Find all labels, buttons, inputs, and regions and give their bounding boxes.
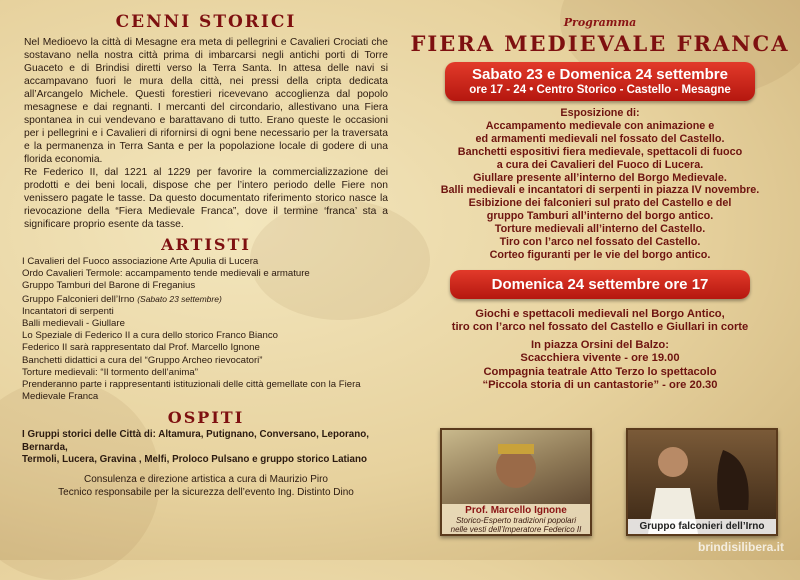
- photos-row: [410, 428, 790, 556]
- ospiti-list: [22, 429, 390, 467]
- watermark: brindisilibera.it: [697, 540, 784, 554]
- artisti-note: (Sabato 23 settembre): [137, 293, 222, 304]
- artisti-item: Torture medievali: “Il tormento dell’anima”: [22, 366, 198, 378]
- cenni-storici-text: [24, 36, 388, 231]
- artisti-item-text: Gruppo Falconieri dell’Irno: [22, 293, 135, 305]
- program-line: gruppo Tamburi all’interno del borgo antico.: [486, 210, 714, 223]
- artisti-item: Gruppo Tamburi del Barone di Freganius: [22, 280, 196, 292]
- program-line: Esposizione di:: [560, 107, 640, 119]
- photo-marcello-ignone: [440, 428, 592, 536]
- photo1-caption: [442, 504, 590, 534]
- program-line: Tiro con l’arco nel fossato del Castello.: [499, 236, 701, 249]
- credits: [18, 473, 394, 499]
- ospiti-line: Termoli, Lucera, Gravina , Melfi, Proloco Pulsano e gruppo storico Latiano: [22, 454, 367, 466]
- ospiti-line: I Gruppi storici delle Città di: Altamura, Putignano, Conversano, Leporano, Bernarda,: [22, 429, 369, 453]
- artisti-item: Prenderanno parte i rappresentanti istituzionali delle città gemellate con la Fiera: [22, 379, 361, 391]
- program-line: tiro con l’arco nel fossato del Castello e Giullari in corte: [451, 321, 749, 334]
- artisti-list: [22, 256, 390, 403]
- artisti-item: Federico II sarà rappresentato dal Prof. Marcello Ignone: [22, 342, 260, 354]
- program-line: Giochi e spettacoli medievali nel Borgo Antico,: [475, 307, 725, 320]
- program-line: Balli medievali e incantatori di serpenti in piazza IV novembre.: [440, 184, 760, 197]
- program-line: Corteo figuranti per le vie del borgo antico.: [489, 248, 711, 261]
- photo1-sub: Storico-Esperto tradizioni popolari: [455, 516, 577, 525]
- program-line: Accampamento medievale con animazione e: [485, 119, 715, 132]
- cenni-storici-heading: CENNI STORICI: [115, 12, 297, 32]
- photo1-name: Prof. Marcello Ignone: [465, 505, 567, 516]
- artisti-item: Balli medievali - Giullare: [22, 318, 125, 330]
- artisti-item: Medievale Franca: [22, 391, 99, 403]
- programma-label: Programma: [563, 16, 637, 29]
- program-line: Giullare presente all’interno del Borgo Medievale.: [473, 171, 727, 184]
- program-line: Banchetti espositivi fiera medievale, spettacoli di fuoco: [457, 145, 743, 158]
- artisti-item: Ordo Cavalieri Termole: accampamento tende medievali e armature: [22, 268, 310, 280]
- esposizione-program: [410, 107, 790, 262]
- cenni-paragraph: Re Federico II, dal 1221 al 1229 per favorire la commercializzazione dei prodotti e dei beni locali, dispose che per l’intero periodo delle Fiere non venissero pagate le tasse. Da questo documentato riferimento storico nasce la rievocazione della “Fiera Medievale Franca”, dove il termine ‘franca’ sta a significare proprio esente da tasse.: [24, 167, 388, 230]
- program-line: ed armamenti medievali nel fossato del Castello.: [475, 132, 725, 145]
- ospiti-heading: OSPITI: [167, 408, 245, 428]
- program-line: Scacchiera vivente - ore 19.00: [520, 352, 680, 365]
- photo-falconieri: [626, 428, 778, 536]
- program-line: a cura dei Cavalieri del Fuoco di Lucera.: [496, 158, 704, 171]
- program-line: Torture medievali all’interno del Castello.: [494, 223, 706, 236]
- artisti-item: Lo Speziale di Federico II a cura dello storico Franco Bianco: [22, 330, 278, 342]
- photo1-sub: nelle vesti dell’Imperatore Federico II: [450, 525, 582, 534]
- cenni-paragraph: Nel Medioevo la città di Mesagne era meta di pellegrini e Cavalieri Crociati che sostavano nella nostra città prima di imbarcarsi negli antichi porti di Torre Guaceto e di Brindisi diretti verso la Terra Santa. In attesa delle navi si accampavano fuori le mura della città, nei pressi della cripta dedicata all’Arcangelo Michele. Questi forestieri ricevevano accoglienza dal popolo mesagnese e dai regnanti. I mercanti del circondario, allestivano una Fiera spontanea in cui vendevano e barattavano di tutto. Erano queste le occasioni per i pellegrini e i Cavalieri di rifornirsi di ogni bene necessario per la traversata e la permanenza in Terra Santa e per la popolazione locale di godere di una florida economia.: [24, 37, 388, 165]
- credits-line: Tecnico responsabile per la sicurezza dell’evento Ing. Distinto Dino: [58, 486, 354, 498]
- artisti-item: I Cavalieri del Fuoco associazione Arte Apulia di Lucera: [22, 256, 259, 267]
- artisti-item-falconieri: [22, 293, 390, 306]
- program-line: In piazza Orsini del Balzo:: [530, 338, 669, 351]
- program-line: “Piccola storia di un cantastorie” - ore 20.30: [482, 379, 718, 392]
- sunday-banner: Domenica 24 settembre ore 17: [450, 270, 750, 299]
- photo2-caption: Gruppo falconieri dell’Irno: [628, 519, 776, 534]
- artisti-item: Incantatori di serpenti: [22, 305, 114, 317]
- right-column: [410, 8, 790, 556]
- left-column: [18, 8, 394, 556]
- dates-banner-line2: ore 17 - 24 • Centro Storico - Castello - Mesagne: [469, 84, 731, 96]
- artisti-heading: ARTISTI: [161, 235, 251, 254]
- credits-line: Consulenza e direzione artistica a cura di Maurizio Piro: [83, 473, 328, 485]
- sunday-program: [410, 308, 790, 393]
- dates-banner-line1: Sabato 23 e Domenica 24 settembre: [472, 66, 728, 83]
- program-line: Compagnia teatrale Atto Terzo lo spettacolo: [483, 365, 717, 378]
- program-line: Esibizione dei falconieri sul prato del Castello e del: [468, 197, 732, 210]
- event-title: FIERA MEDIEVALE FRANCA: [410, 31, 790, 56]
- dates-banner: [445, 62, 755, 101]
- artisti-item: Banchetti didattici a cura del “Gruppo Archeo rievocatori”: [22, 354, 263, 366]
